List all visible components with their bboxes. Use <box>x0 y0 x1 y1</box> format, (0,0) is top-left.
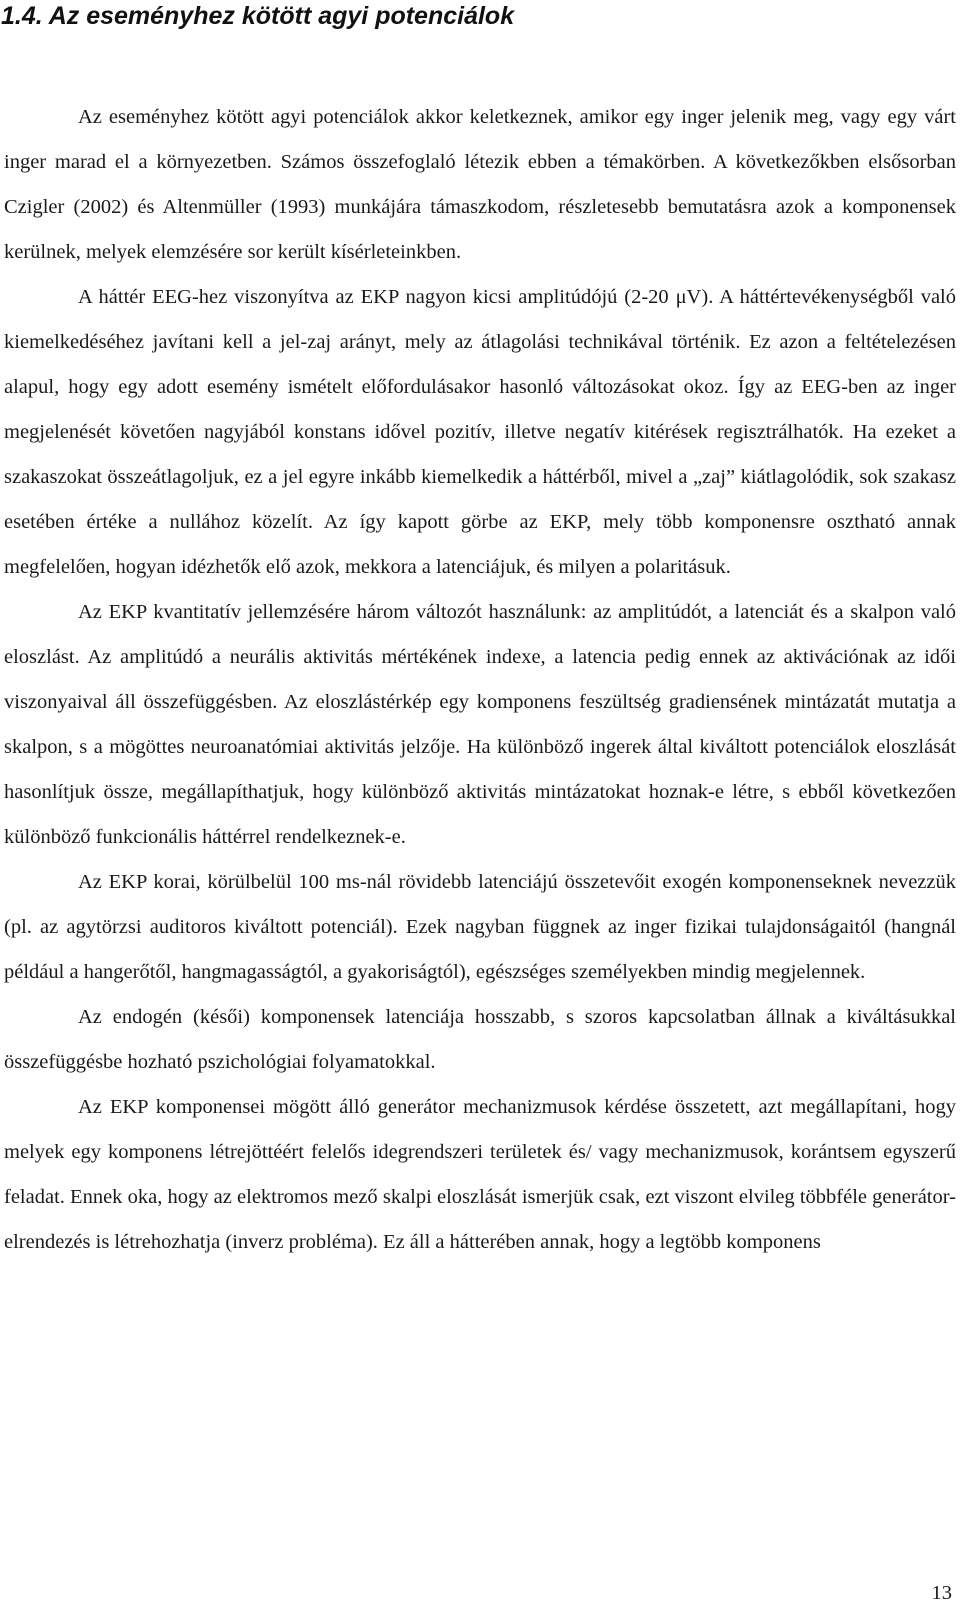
section-heading: 1.4. Az eseményhez kötött agyi potenciálok <box>1 2 515 30</box>
paragraph-6: Az EKP komponensei mögött álló generátor mechanizmusok kérdése összetett, azt megállapítani, hogy melyek egy komponens létrejöttéért felelős idegrendszeri területek és/ vagy mechanizmusok, korántsem egyszerű feladat. Ennek oka, hogy az elektromos mező skalpi eloszlását ismerjük csak, ezt viszont elvileg többféle generátor-elrendezés is létrehozhatja (inverz probléma). Ez áll a hátterében annak, hogy a legtöbb komponens <box>4 1096 956 1253</box>
page-number: 13 <box>931 1582 952 1604</box>
paragraph-2: A háttér EEG-hez viszonyítva az EKP nagyon kicsi amplitúdójú (2-20 μV). A háttértevékenységből való kiemelkedéséhez javítani kell a jel-zaj arányt, mely az átlagolási technikával történik. Ez azon a feltételezésen alapul, hogy egy adott esemény ismételt előfordulásakor hasonló változásokat okoz. Így az EEG-ben az inger megjelenését követően nagyjából konstans idővel pozitív, illetve negatív kitérések regisztrálhatók. Ha ezeket a szakaszokat összeátlagoljuk, ez a jel egyre inkább kiemelkedik a háttérből, mivel a „zaj” kiátlagolódik, sok szakasz esetében értéke a nullához közelít. Az így kapott görbe az EKP, mely több komponensre osztható annak megfelelően, hogyan idézhetők elő azok, mekkora a latenciájuk, és milyen a polaritásuk. <box>4 286 956 578</box>
paragraph-1: Az eseményhez kötött agyi potenciálok akkor keletkeznek, amikor egy inger jelenik meg, vagy egy várt inger marad el a környezetben. Számos összefoglaló létezik ebben a témakörben. A következőkben elsősorban Czigler (2002) és Altenmüller (1993) munkájára támaszkodom, részletesebb bemutatásra azok a komponensek kerülnek, melyek elemzésére sor került kísérleteinkben. <box>4 106 956 263</box>
paragraph-5: Az endogén (késői) komponensek latenciája hosszabb, s szoros kapcsolatban állnak a kiváltásukkal összefüggésbe hozható pszichológiai folyamatokkal. <box>4 1006 956 1073</box>
paragraph-3: Az EKP kvantitatív jellemzésére három változót használunk: az amplitúdót, a latenciát és a skalpon való eloszlást. Az amplitúdó a neurális aktivitás mértékének indexe, a latencia pedig ennek az aktivációnak az idői viszonyaival áll összefüggésben. Az eloszlástérkép egy komponens feszültség gradiensének mintázatát mutatja a skalpon, s a mögöttes neuroanatómiai aktivitás jelzője. Ha különböző ingerek által kiváltott potenciálok eloszlását hasonlítjuk össze, megállapíthatjuk, hogy különböző aktivitás mintázatokat hoznak-e létre, s ebből következően különböző funkcionális háttérrel rendelkeznek-e. <box>4 601 956 848</box>
paragraph-4: Az EKP korai, körülbelül 100 ms-nál rövidebb latenciájú összetevőit exogén komponenseknek nevezzük (pl. az agytörzsi auditoros kiváltott potenciál). Ezek nagyban függnek az inger fizikai tulajdonságaitól (hangnál például a hangerőtől, hangmagasságtól, a gyakoriságtól), egészséges személyekben mindig megjelennek. <box>4 871 956 983</box>
body-text <box>4 95 956 1265</box>
